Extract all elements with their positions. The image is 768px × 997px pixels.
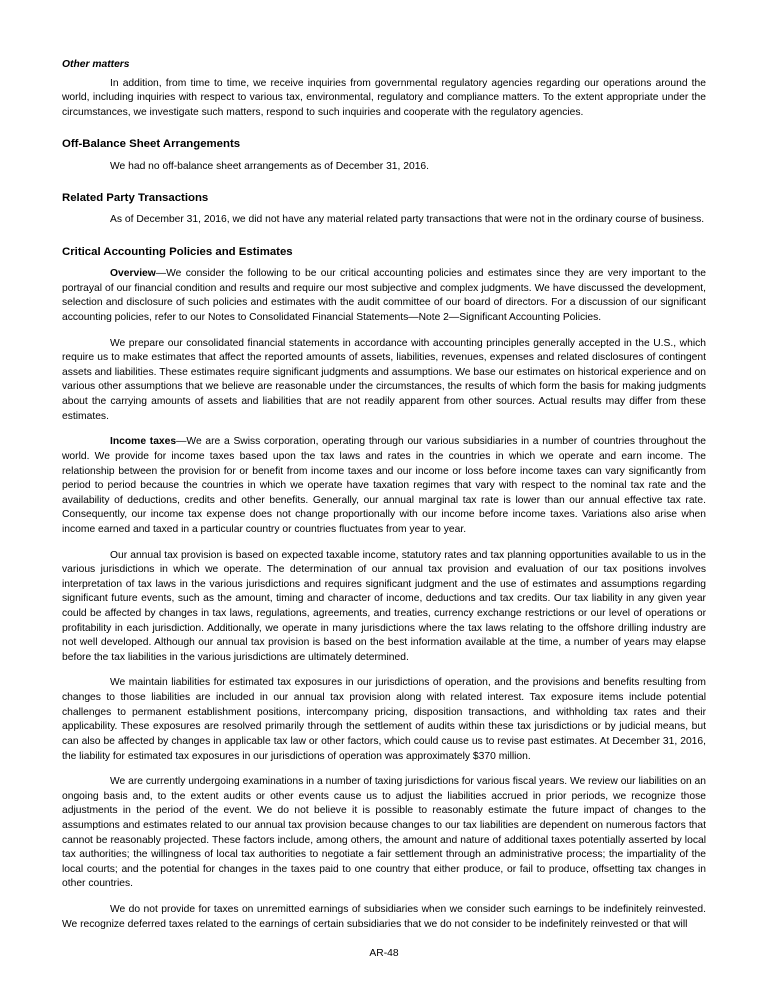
paragraph-unremitted-earnings: We do not provide for taxes on unremitted earnings of subsidiaries when we consider such earnings to be indefinitely reinvested. We recognize deferred taxes related to the earnings of certain subsidiaries that we do not consider to be indefinitely reinvested or that will (62, 903, 706, 930)
paragraph-other-matters: In addition, from time to time, we receive inquiries from governmental regulatory agencies regarding our operations around the world, including inquiries with respect to various tax, environmental, regulatory and compliance matters. To the extent appropriate under the circumstances, we investigate such matters, respond to such inquiries and cooperate with the regulatory agencies. (62, 77, 706, 118)
paragraph-estimates: We prepare our consolidated financial statements in accordance with accounting principles generally accepted in the U.S., which require us to make estimates that affect the reported amounts of assets, liabilities, revenues, expenses and related disclosures of contingent assets and liabilities. These estimates require significant judgments and assumptions. We base our estimates on historical experience and on various other assumptions that we believe are reasonable under the circumstances, the results of which form the basis for making judgments about the carrying amounts of assets and liabilities that are not readily apparent from other sources. Actual results may differ from these estimates. (62, 337, 706, 422)
paragraph-overview (62, 267, 706, 325)
heading-critical-accounting-policies: Critical Accounting Policies and Estimates (62, 246, 293, 259)
paragraph-examinations: We are currently undergoing examinations in a number of taxing jurisdictions for various fiscal years. We review our liabilities on an ongoing basis and, to the extent audits or other events cause us to adjust the liabilities accrued in prior periods, we recognize those adjustments in the period of the event. We do not believe it is possible to reasonably estimate the future impact of changes to the assumptions and estimates related to our annual tax provision because changes to our tax liabilities are dependent on numerous factors that cannot be reasonably projected. These factors include, among others, the amount and nature of additional taxes potentially asserted by local tax authorities; the willingness of local tax authorities to negotiate a fair settlement through an administrative process; the impartiality of the local courts; and the potential for changes in the taxes paid to one country that either produce, or fail to produce, offsetting tax changes in other countries. (62, 776, 706, 890)
paragraph-tax-exposures: We maintain liabilities for estimated tax exposures in our jurisdictions of operation, and the provisions and benefits resulting from changes to those liabilities are included in our annual tax provision along with related interest. Tax exposure items include potential challenges to permanent establishment positions, intercompany pricing, disposition transactions, and withholding tax rates and their applicability. These exposures are resolved primarily through the settlement of audits within these tax jurisdictions or by judicial means, but can also be affected by changes in applicable tax law or other factors, which could cause us to revise past estimates. At December 31, 2016, the liability for estimated tax exposures in our jurisdictions of operation was approximately $370 million. (62, 677, 706, 762)
paragraph-income-taxes (62, 435, 706, 537)
heading-other-matters: Other matters (62, 59, 130, 70)
page-footer (0, 948, 768, 959)
paragraph-income-taxes-text: —We are a Swiss corporation, operating through our various subsidiaries in a number of countries throughout the world. We provide for income taxes based upon the tax laws and rates in the countries in which we operate and earn income. The relationship between the provision for or benefit from income taxes and our income or loss before income taxes can vary significantly from period to period because the countries in which we operate have taxation regimes that vary with respect to the nominal tax rate and the availability of deductions, credits and other benefits. Generally, our annual marginal tax rate is lower than our annual effective tax rate. Consequently, our income tax expense does not change proportionally with our income before income taxes. Variations also arise when income earned and taxed in a particular country or countries fluctuates from year to year. (62, 436, 706, 535)
document-body (62, 58, 706, 932)
paragraph-annual-tax-provision: Our annual tax provision is based on expected taxable income, statutory rates and tax planning opportunities available to us in the various jurisdictions in which we operate. The determination of our annual tax provision and evaluation of our tax positions involves interpretation of tax laws in the various jurisdictions and requires significant judgment and the use of estimates and assumptions regarding significant future events, such as the amount, timing and character of income, deductions and tax credits. Our tax liability in any given year could be affected by changes in tax laws, regulations, agreements, and treaties, currency exchange restrictions or our level of operations or profitability in each jurisdiction. Additionally, we operate in many jurisdictions where the tax laws relating to the offshore drilling industry are not well developed. Although our annual tax provision is based on the best information available at the time, a number of years may elapse before the tax liabilities in the various jurisdictions are ultimately determined. (62, 549, 706, 663)
lead-in-overview: Overview (110, 268, 156, 280)
paragraph-off-balance-sheet: We had no off-balance sheet arrangements as of December 31, 2016. (110, 160, 430, 172)
paragraph-overview-text: —We consider the following to be our critical accounting policies and estimates since they are very important to the portrayal of our financial condition and results and require our most subjective and complex judgments. We have discussed the development, selection and disclosure of such policies and estimates with the audit committee of our board of directors. For a discussion of our significant accounting policies, refer to our Notes to Consolidated Financial Statements—Note 2—Significant Accounting Policies. (62, 268, 706, 324)
heading-off-balance-sheet-arrangements: Off-Balance Sheet Arrangements (62, 138, 241, 151)
paragraph-related-party: As of December 31, 2016, we did not have any material related party transactions that were not in the ordinary course of business. (110, 214, 705, 226)
heading-related-party-transactions: Related Party Transactions (62, 192, 209, 205)
page-number: AR-48 (369, 948, 399, 959)
lead-in-income-taxes: Income taxes (110, 436, 177, 448)
